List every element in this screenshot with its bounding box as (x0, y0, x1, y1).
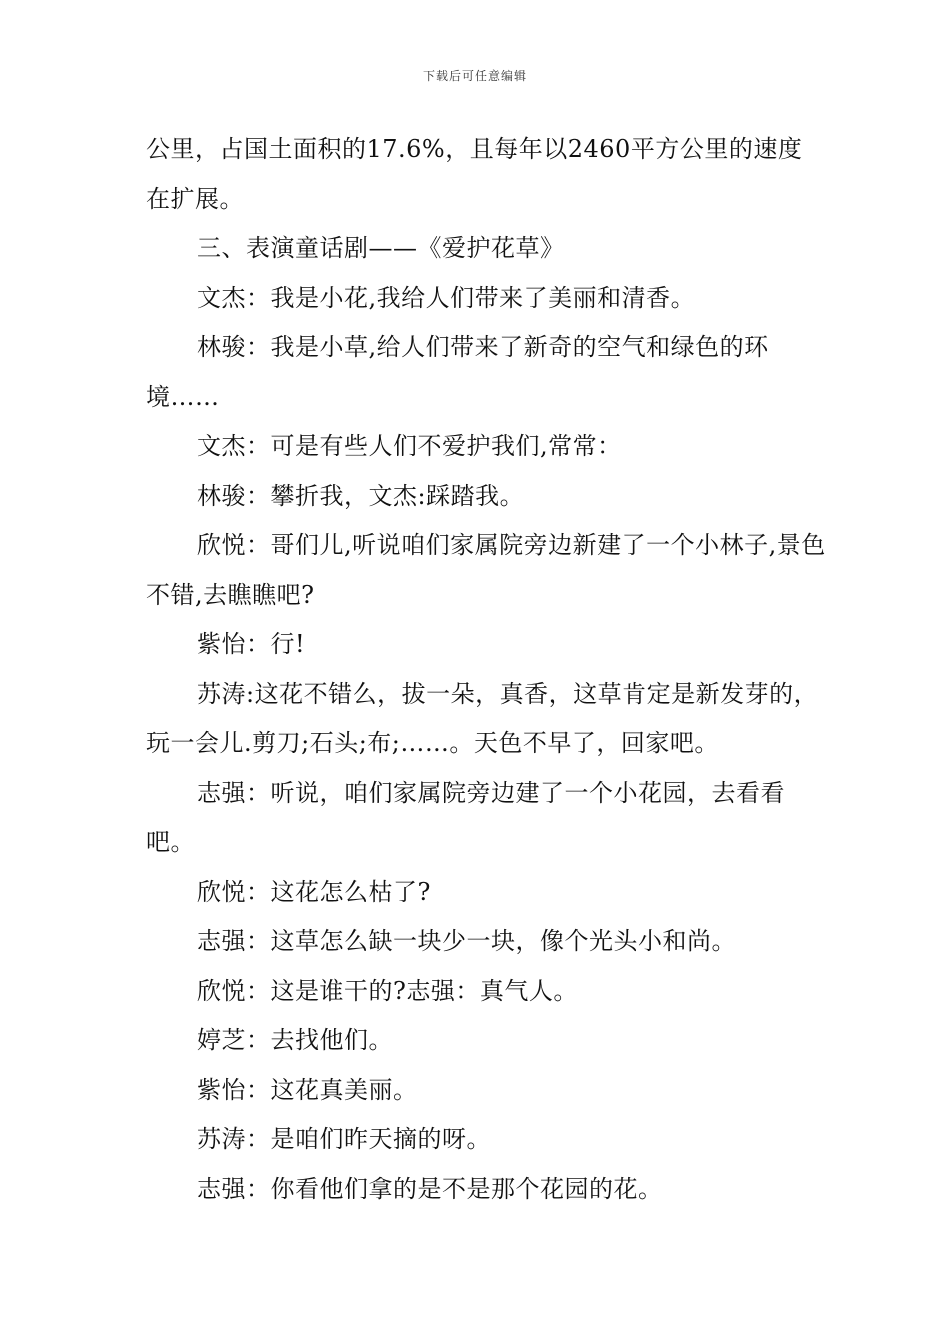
dialogue-line: 紫怡：行! (197, 630, 306, 658)
dialogue-line: 苏涛:这花不错么，拔一朵，真香，这草肯定是新发芽的，玩一会儿.剪刀;石头;布;……。天色不早了，回家吧。 (146, 679, 819, 757)
dialogue-line: 林骏：攀折我，文杰:踩踏我。 (197, 481, 525, 510)
paragraph-1: 公里，占国土面积的17.6%，且每年以2460平方公里的速度在扩展。 (146, 135, 803, 213)
dialogue-line: 紫怡：这花真美丽。 (197, 1075, 418, 1104)
dialogue-line: 文杰：可是有些人们不爱护我们,常常： (197, 432, 622, 460)
dialogue-line: 文杰：我是小花,我给人们带来了美丽和清香。 (197, 283, 696, 312)
dialogue-line: 欣悦：这是谁干的?志强：真气人。 (197, 976, 578, 1005)
dialogue-line: 欣悦：哥们儿,听说咱们家属院旁边新建了一个小林子,景色不错,去瞧瞧吧? (146, 531, 826, 609)
dialogue-line: 苏涛：是咱们昨天摘的呀。 (197, 1125, 491, 1153)
document-body (146, 125, 826, 1214)
dialogue-line: 林骏：我是小草,给人们带来了新奇的空气和绿色的环境…… (146, 333, 769, 411)
dialogue-line: 婷芝：去找他们。 (197, 1026, 393, 1054)
dialogue-line: 志强：听说，咱们家属院旁边建了一个小花园，去看看吧。 (146, 778, 785, 856)
dialogue-line: 欣悦：这花怎么枯了? (197, 877, 431, 906)
dialogue-line: 志强：你看他们拿的是不是那个花园的花。 (197, 1174, 663, 1203)
page-header: 下载后可任意编辑 (422, 69, 527, 83)
dialogue-line: 志强：这草怎么缺一块少一块，像个光头小和尚。 (197, 927, 736, 955)
section-heading: 三、表演童话剧——《爱护花草》 (197, 234, 565, 262)
